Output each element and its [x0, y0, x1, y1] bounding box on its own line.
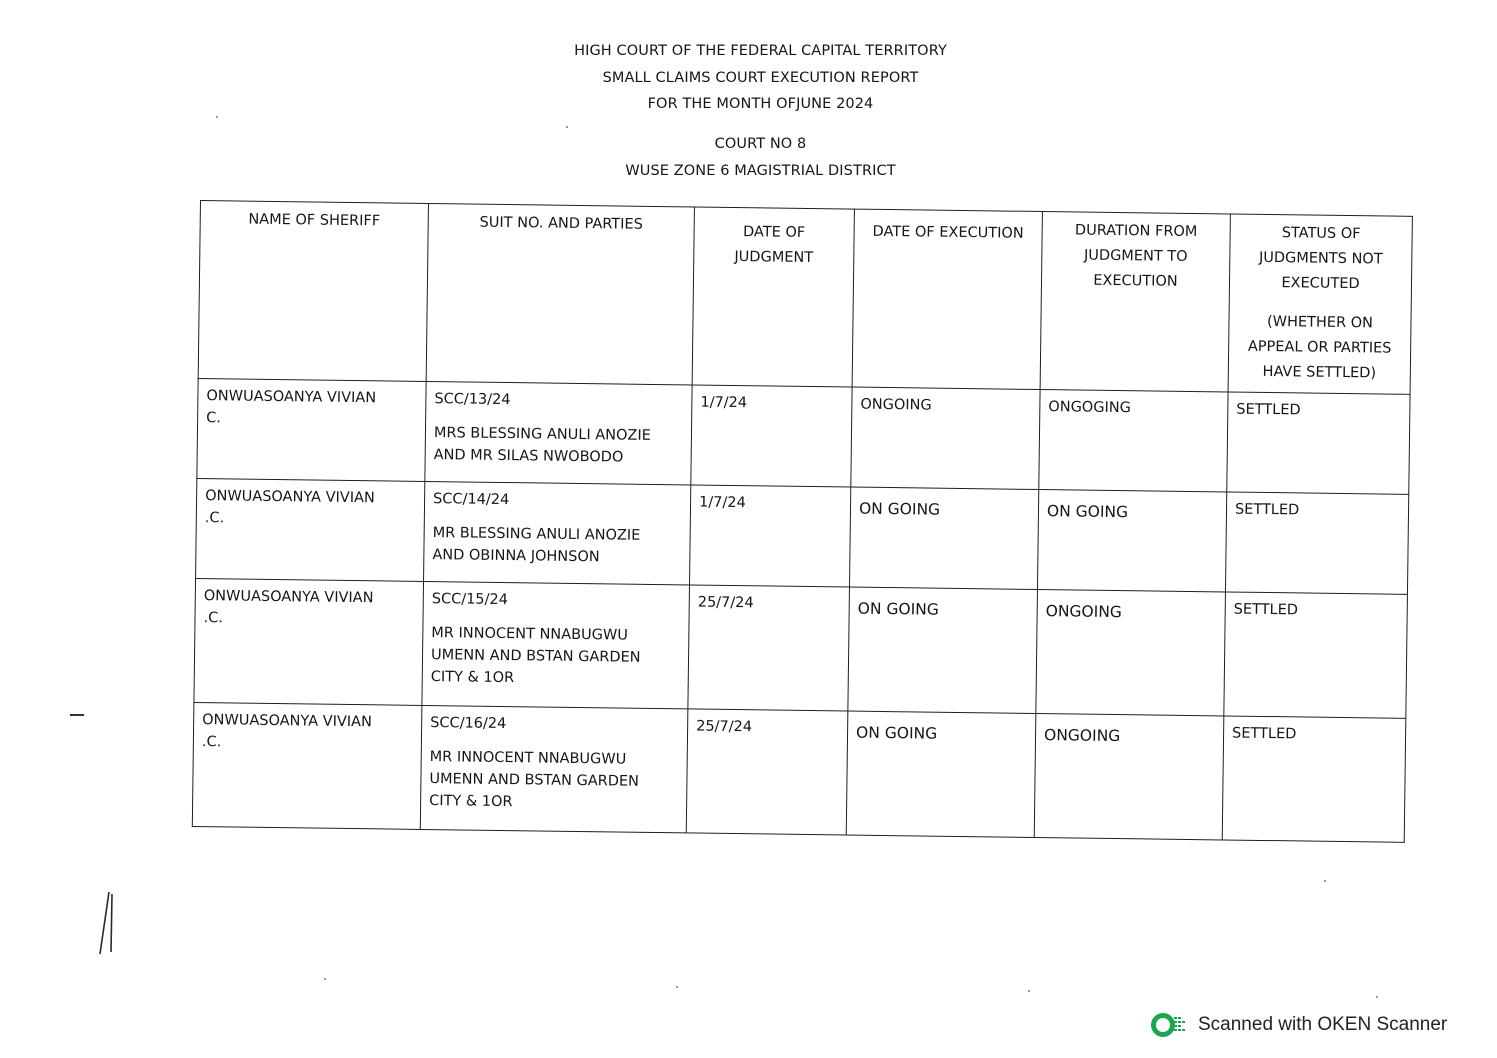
court-number: COURT NO 8 — [714, 136, 807, 152]
col-header-judgment-date — [692, 207, 854, 387]
suit-number: SCC/14/24 — [433, 491, 510, 509]
col-header-judgment-l2: JUDGMENT — [734, 249, 814, 267]
suit-cell — [425, 381, 692, 484]
report-header — [0, 0, 1497, 190]
col-header-status — [1228, 214, 1412, 394]
duration-cell: ONGOING — [1034, 713, 1224, 839]
suit-parties — [432, 522, 682, 569]
judgment-date-cell: 1/7/24 — [690, 485, 851, 587]
parties-line: CITY & 1OR — [430, 669, 515, 687]
magisterial-district: WUSE ZONE 6 MAGISTRIAL DISTRICT — [625, 163, 896, 179]
suit-number: SCC/15/24 — [431, 591, 509, 609]
suit-cell — [424, 481, 691, 584]
duration-cell: ONGOING — [1036, 589, 1226, 715]
col-header-suit-label: SUIT NO. AND PARTIES — [479, 214, 643, 233]
parties-line: UMENN AND BSTAN GARDEN — [430, 647, 641, 666]
suit-parties — [434, 422, 684, 469]
status-cell: SETTLED — [1227, 392, 1410, 494]
col-header-status-l1: STATUS OF — [1281, 225, 1361, 243]
parties-line: UMENN AND BSTAN GARDEN — [429, 771, 640, 790]
report-period: FOR THE MONTH OFJUNE 2024 — [647, 96, 874, 112]
sheriff-name: ONWUASOANYA VIVIAN — [203, 588, 374, 607]
duration-cell: ONGOGING — [1039, 390, 1228, 492]
table-header-row — [198, 201, 1412, 395]
scan-speck — [566, 126, 568, 128]
sheriff-cell — [194, 578, 424, 705]
sheriff-name: ONWUASOANYA VIVIAN — [205, 488, 375, 507]
sheriff-name: ONWUASOANYA VIVIAN — [202, 712, 372, 731]
parties-line: AND OBINNA JOHNSON — [432, 547, 600, 566]
parties-line: MR INNOCENT NNABUGWU — [431, 625, 628, 644]
parties-line: MRS BLESSING ANULI ANOZIE — [433, 425, 651, 444]
col-header-duration — [1040, 212, 1230, 392]
execution-date-cell: ON GOING — [849, 487, 1038, 589]
col-header-status-l2: JUDGMENTS NOT — [1258, 249, 1383, 268]
scan-speck — [216, 116, 218, 118]
duration-cell: ON GOING — [1037, 490, 1226, 592]
sheriff-cell — [197, 378, 426, 481]
execution-date-cell: ON GOING — [848, 587, 1038, 713]
status-cell: SETTLED — [1224, 592, 1408, 718]
col-header-sheriff-label: NAME OF SHERIFF — [248, 211, 381, 230]
scan-speck — [676, 986, 678, 988]
scanner-watermark — [1150, 1010, 1447, 1040]
signature-mark — [96, 890, 120, 958]
execution-date-cell: ON GOING — [846, 711, 1036, 837]
col-header-suit — [426, 203, 694, 384]
col-header-status-note — [1229, 309, 1411, 386]
col-header-judgment-l1: DATE OF — [742, 224, 806, 241]
col-header-duration-l1: DURATION FROM — [1074, 222, 1198, 241]
oken-scanner-logo-icon — [1150, 1011, 1186, 1039]
sheriff-name-suffix: .C. — [203, 610, 223, 627]
judgment-date-cell: 25/7/24 — [688, 585, 850, 711]
judgment-date-cell: 25/7/24 — [686, 709, 848, 835]
col-header-duration-l3: EXECUTION — [1093, 272, 1178, 290]
sheriff-name-suffix: .C. — [204, 510, 225, 527]
scan-speck — [324, 978, 326, 980]
table-row — [196, 478, 1409, 594]
parties-line: MR BLESSING ANULI ANOZIE — [432, 525, 641, 544]
sheriff-name-suffix: .C. — [201, 734, 222, 751]
parties-line: AND MR SILAS NWOBODO — [433, 447, 624, 466]
status-cell: SETTLED — [1225, 492, 1408, 594]
court-name: HIGH COURT OF THE FEDERAL CAPITAL TERRITORY — [574, 43, 947, 59]
scan-speck — [1324, 880, 1326, 882]
sheriff-cell — [196, 478, 425, 581]
suit-number: SCC/13/24 — [434, 391, 511, 409]
scan-speck — [1028, 990, 1030, 992]
execution-report-table — [192, 200, 1413, 843]
table-row — [192, 702, 1406, 842]
judgment-date-cell: 1/7/24 — [691, 385, 852, 487]
status-cell: SETTLED — [1222, 716, 1406, 842]
parties-line: CITY & 1OR — [429, 793, 513, 811]
col-header-status-note-l3: HAVE SETTLED) — [1262, 363, 1377, 382]
col-header-status-note-l1: (WHETHER ON — [1266, 313, 1374, 332]
sheriff-cell — [192, 702, 422, 829]
scanner-label: Scanned with OKEN Scanner — [1198, 1014, 1448, 1035]
col-header-status-note-l2: APPEAL OR PARTIES — [1247, 338, 1392, 357]
col-header-status-l3: EXECUTED — [1281, 275, 1360, 293]
table-row — [197, 378, 1410, 494]
suit-parties — [431, 622, 681, 691]
suit-parties — [429, 746, 679, 815]
sheriff-name: ONWUASOANYA VIVIAN — [206, 388, 377, 407]
scan-speck — [1376, 996, 1378, 998]
margin-dash-mark — [70, 714, 84, 716]
execution-date-cell: ONGOING — [851, 387, 1040, 489]
suit-cell — [420, 705, 688, 832]
col-header-execution-label: DATE OF EXECUTION — [872, 223, 1024, 242]
table-row — [194, 578, 1408, 718]
suit-cell — [422, 581, 690, 708]
col-header-execution-date — [852, 209, 1042, 389]
parties-line: MR INNOCENT NNABUGWU — [429, 749, 627, 768]
suit-number: SCC/16/24 — [430, 715, 507, 733]
col-header-sheriff — [198, 201, 428, 382]
sheriff-name-suffix: C. — [206, 410, 221, 427]
report-title: SMALL CLAIMS COURT EXECUTION REPORT — [602, 70, 919, 86]
col-header-duration-l2: JUDGMENT TO — [1083, 247, 1188, 265]
